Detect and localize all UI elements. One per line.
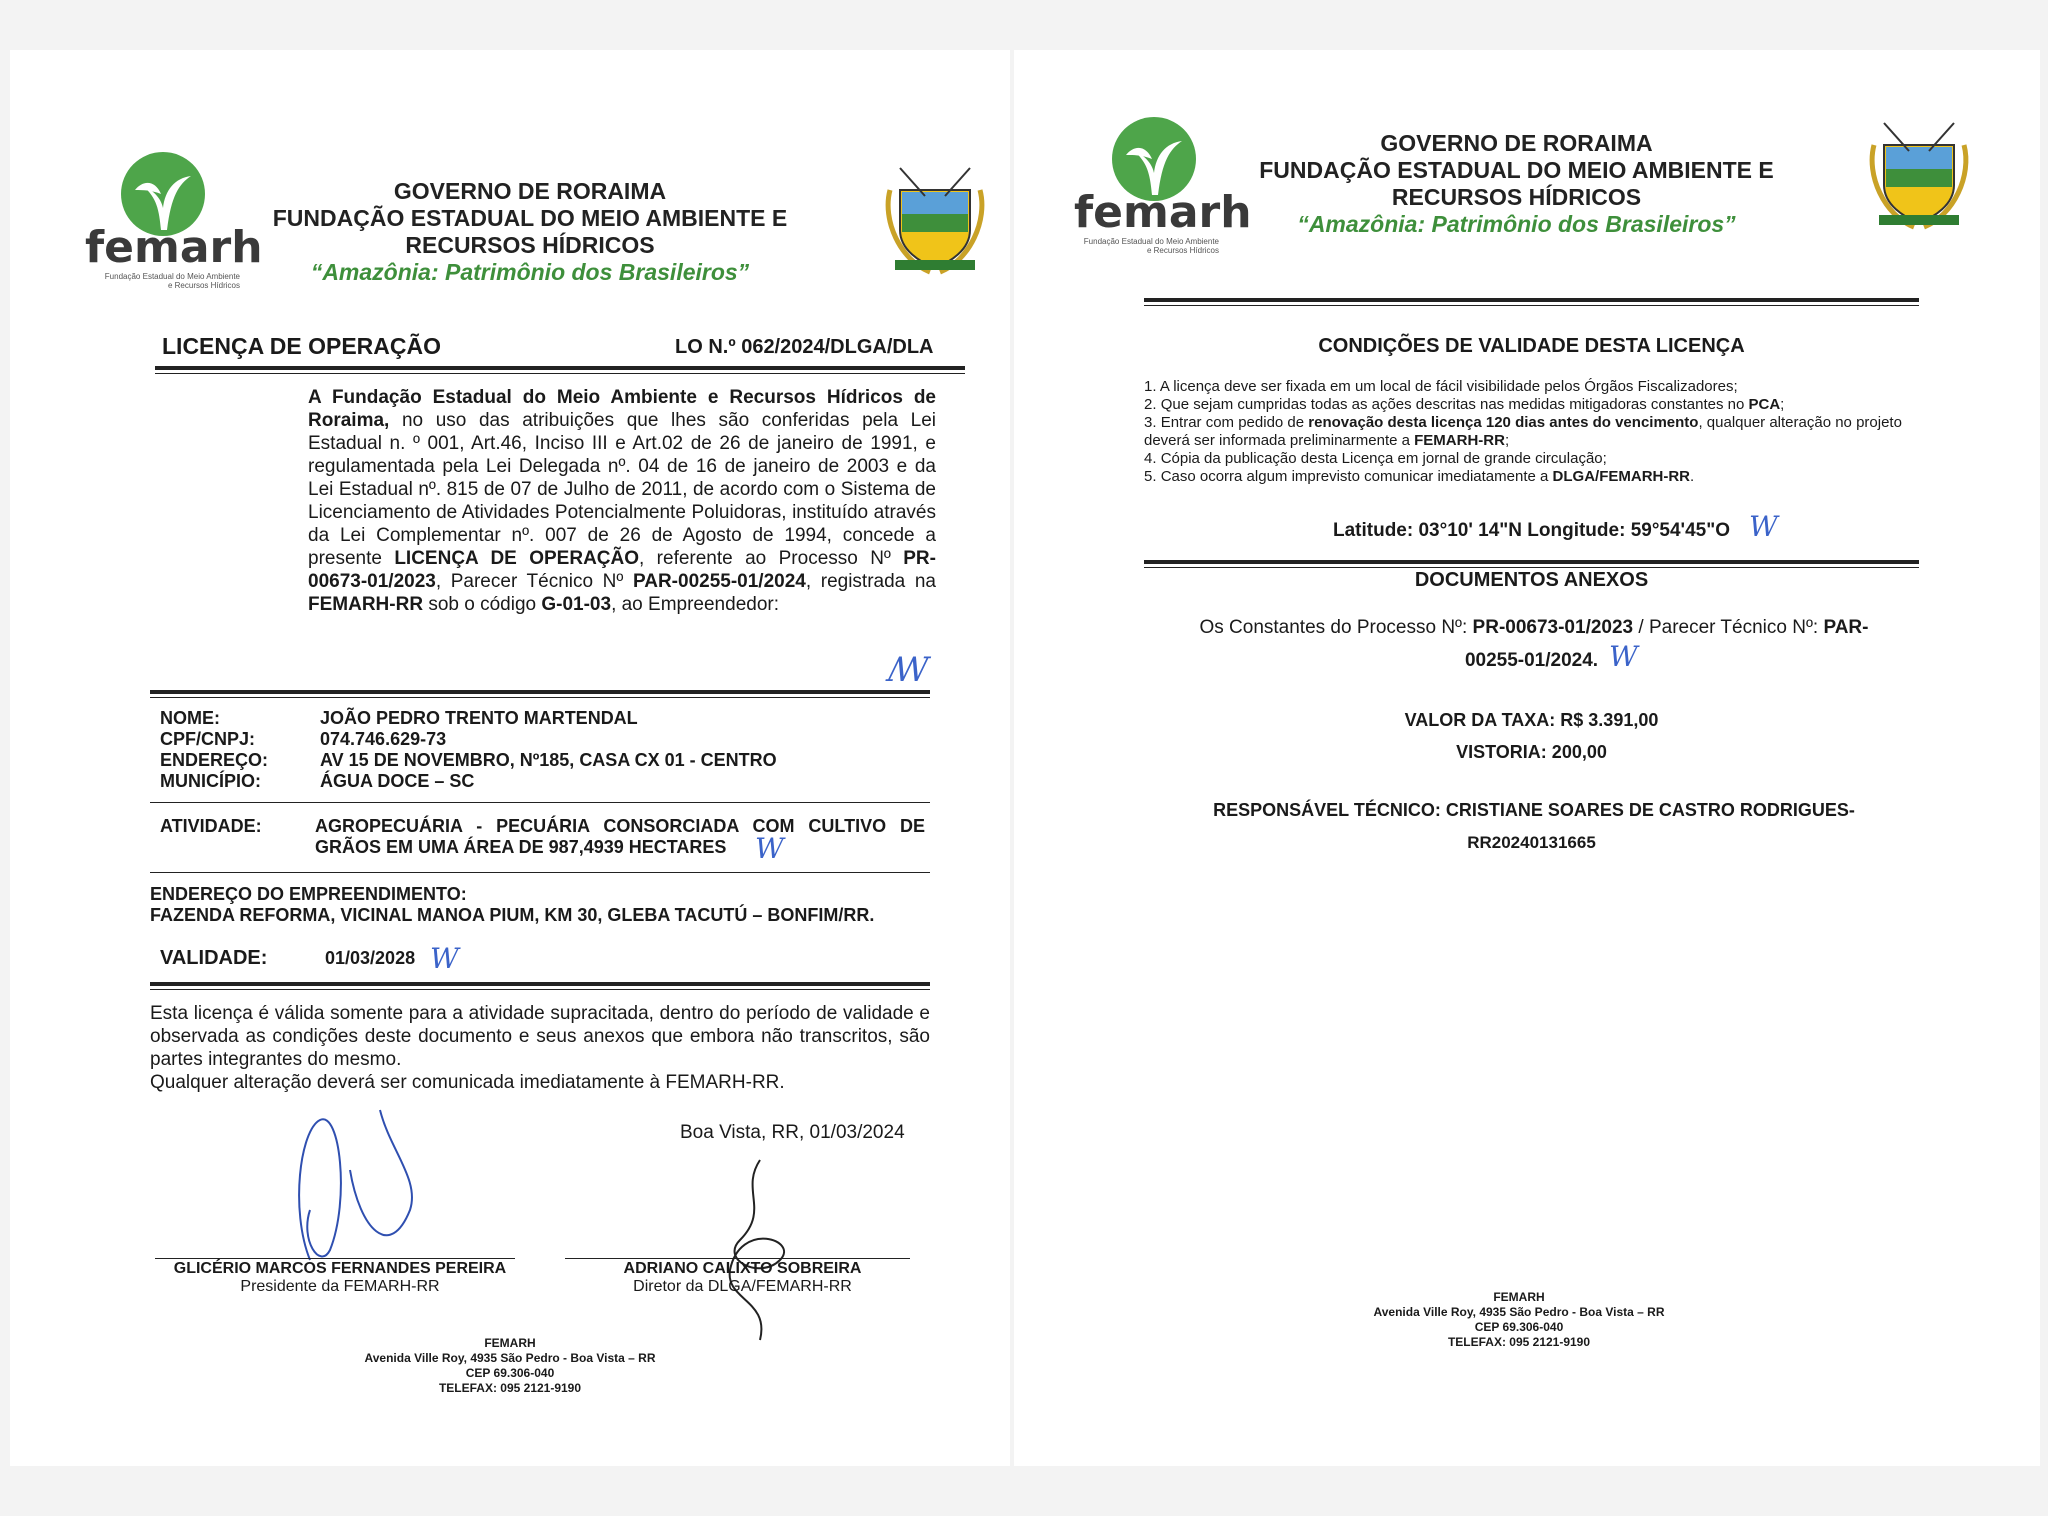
closing-paragraph	[150, 1002, 930, 1094]
logo-word: femarh	[1074, 187, 1252, 238]
initial-mark: ꟿ	[888, 650, 929, 690]
municipio-label: MUNICÍPIO:	[160, 771, 261, 791]
condition-item	[1144, 468, 1944, 486]
condition-text: Entrar com pedido de	[1160, 414, 1309, 431]
conditions-title: CONDIÇÕES DE VALIDADE DESTA LICENÇA	[1318, 335, 1745, 357]
intro-text-1: no uso das atribuições que lhes são conferidas pela Lei Estadual n. º 001, Art.46, Inciso III e Art.02 de 26 de janeiro de 1991, e regulamentada pela Lei Delegada nº. 04 de 16 de janeiro de 2003 e da Lei Estadual nº. 815 de 07 de Julho de 2011, de acordo com o Sistema de Licenciamento de Atividades Potencialmente Poluidoras, instituído através da Lei Complementar nº. 007 de 26 de Agosto de 1994, concede a presente	[308, 410, 936, 569]
place-date: Boa Vista, RR, 01/03/2024	[680, 1122, 905, 1143]
empreendimento-value: FAZENDA REFORMA, VICINAL MANOA PIUM, KM 30, GLEBA TACUTÚ – BONFIM/RR.	[150, 905, 875, 925]
condition-item	[1144, 414, 1944, 450]
annexes-title: DOCUMENTOS ANEXOS	[1414, 569, 1649, 591]
intro-bold-org: A Fundação Estadual do Meio Ambiente e Recursos Hídricos de Roraima,	[308, 387, 936, 431]
cpf-value: 074.746.629-73	[320, 729, 447, 749]
condition-number: 2.	[1144, 396, 1157, 413]
annexes-process-line	[1134, 617, 1934, 639]
motto: “Amazônia: Patrimônio dos Brasileiros”	[1297, 211, 1736, 237]
closing-text-2: Qualquer alteração deverá ser comunicada imediatamente à FEMARH-RR.	[150, 1072, 785, 1093]
footer-org: FEMARH	[484, 1336, 536, 1350]
footer-phone: TELEFAX: 095 2121-9190	[1447, 1335, 1591, 1349]
validity-row	[160, 948, 415, 969]
gov-line: GOVERNO DE RORAIMA	[393, 178, 667, 204]
activity-row	[160, 816, 935, 858]
footer-cep: CEP 69.306-040	[1474, 1320, 1564, 1334]
initial-mark-3: W	[430, 942, 459, 975]
signature-1	[270, 1090, 470, 1270]
endereco-value: AV 15 DE NOVEMBRO, Nº185, CASA CX 01 - CENTRO	[320, 750, 777, 770]
annex-prefix: Os Constantes do Processo Nº:	[1199, 617, 1473, 638]
cpf-label: CPF/CNPJ:	[160, 729, 256, 749]
foundation-line-1: FUNDAÇÃO ESTADUAL DO MEIO AMBIENTE E	[1259, 157, 1774, 183]
logo-subtitle-line-2: e Recursos Hídricos	[167, 281, 240, 290]
condition-tail: , qualquer alteração no projeto deverá ser informada preliminarmente a	[1144, 414, 1902, 449]
condition-text: Caso ocorra algum imprevisto comunicar imediatamente a	[1160, 468, 1553, 485]
condition-item	[1144, 396, 1944, 414]
footer-phone: TELEFAX: 095 2121-9190	[438, 1381, 582, 1395]
condition-item	[1144, 378, 1944, 396]
condition-number: 1.	[1144, 378, 1157, 395]
logo-subtitle-line-2: e Recursos Hídricos	[1146, 246, 1219, 255]
license-page-1	[10, 50, 1010, 1466]
validade-value: 01/03/2028	[325, 948, 416, 968]
signer-2-role: Diretor da DLGA/FEMARH-RR	[633, 1278, 852, 1295]
atividade-label: ATIVIDADE:	[160, 816, 262, 836]
signer-1-role: Presidente da FEMARH-RR	[240, 1278, 440, 1295]
intro-text-5: sob o código	[423, 594, 542, 615]
initial-mark-4: W	[1749, 510, 1778, 543]
motto: “Amazônia: Patrimônio dos Brasileiros”	[310, 259, 750, 285]
intro-text-4: , registrada na	[805, 571, 936, 592]
technical-registration: RR20240131665	[1467, 833, 1596, 852]
foundation-line-2: RECURSOS HÍDRICOS	[1391, 184, 1642, 210]
closing-text: Esta licença é válida somente para a atividade supracitada, dentro do período de validade e observada as condições deste documento e seus anexos que embora não transcritos, são partes integrantes do mesmo.	[150, 1003, 930, 1070]
gov-line: GOVERNO DE RORAIMA	[1380, 130, 1653, 156]
license-title: LICENÇA DE OPERAÇÃO	[162, 333, 441, 359]
atividade-value: AGROPECUÁRIA - PECUÁRIA CONSORCIADA COM CULTIVO DE GRÃOS EM UMA ÁREA DE 987,4939 HECTARES	[315, 816, 925, 857]
technical-responsible: RESPONSÁVEL TÉCNICO: CRISTIANE SOARES DE CASTRO RODRIGUES-	[1213, 800, 1855, 820]
logo-subtitle-line-1: Fundação Estadual do Meio Ambiente	[104, 272, 240, 281]
footer-address: Avenida Ville Roy, 4935 São Pedro - Boa Vista – RR	[1373, 1305, 1665, 1319]
validade-label: VALIDADE:	[160, 947, 268, 969]
endereco-label: ENDEREÇO:	[160, 750, 269, 770]
signer-2-name: ADRIANO CALIXTO SOBREIRA	[623, 1260, 862, 1277]
condition-item	[1144, 450, 1944, 468]
condition-text: A licença deve ser fixada em um local de fácil visibilidade pelos Órgãos Fiscalizadores;	[1159, 378, 1738, 395]
annex-process: PR-00673-01/2023	[1472, 617, 1634, 638]
condition-text: Que sejam cumpridas todas as ações descritas nas medidas mitigadoras constantes no	[1160, 396, 1749, 413]
footer-page-1	[310, 1336, 710, 1396]
annex-par: PAR-	[1823, 617, 1869, 638]
condition-bold: DLGA/FEMARH-RR	[1552, 468, 1691, 485]
empreendimento-label: ENDEREÇO DO EMPREENDIMENTO:	[150, 884, 467, 904]
initial-mark-2: W	[755, 832, 784, 865]
municipio-value: ÁGUA DOCE – SC	[320, 771, 475, 791]
annexes-par-line: 00255-01/2024.	[1464, 650, 1599, 671]
enterprise-address	[150, 884, 950, 926]
signer-1	[155, 1260, 525, 1296]
license-page-2	[1014, 50, 2040, 1466]
intro-bold-license: LICENÇA DE OPERAÇÃO	[394, 548, 640, 569]
condition-number: 4.	[1144, 450, 1157, 467]
annex-mid: / Parecer Técnico Nº:	[1633, 617, 1824, 638]
femarh-logo-2	[1059, 115, 1252, 238]
fee-value: VALOR DA TAXA: R$ 3.391,00	[1404, 710, 1659, 730]
intro-process-number: PR-00673-01/2023	[308, 548, 936, 592]
nome-label: NOME:	[160, 708, 220, 728]
header-block	[250, 178, 810, 286]
coat-of-arms-icon	[870, 150, 1000, 280]
intro-code: G-01-03	[541, 594, 612, 615]
coat-of-arms-icon	[1854, 105, 1984, 235]
condition-tail-2: ;	[1504, 432, 1510, 449]
logo-subtitle-2	[1029, 237, 1219, 255]
logo-subtitle-line-1: Fundação Estadual do Meio Ambiente	[1083, 237, 1219, 246]
intro-femarh: FEMARH-RR	[308, 594, 424, 615]
condition-number: 3.	[1144, 414, 1157, 431]
logo-word: femarh	[85, 222, 263, 273]
license-number: LO N.º 062/2024/DLGA/DLA	[675, 336, 934, 358]
logo-subtitle	[50, 272, 240, 290]
intro-text-6: , ao Empreendedor:	[611, 594, 780, 615]
initial-mark-5: W	[1609, 640, 1638, 673]
intro-text-2: , referente ao Processo Nº	[639, 548, 904, 569]
foundation-line-1: FUNDAÇÃO ESTADUAL DO MEIO AMBIENTE E	[272, 205, 788, 231]
footer-address: Avenida Ville Roy, 4935 São Pedro - Boa Vista – RR	[364, 1351, 656, 1365]
inspection-value: VISTORIA: 200,00	[1456, 742, 1607, 762]
coordinates: Latitude: 03°10' 14"N Longitude: 59°54'45"O	[1332, 520, 1730, 541]
signer-2	[565, 1260, 920, 1296]
nome-value: JOÃO PEDRO TRENTO MARTENDAL	[320, 708, 638, 728]
intro-technical-opinion: PAR-00255-01/2024	[632, 571, 806, 592]
femarh-logo	[55, 150, 263, 273]
foundation-line-2: RECURSOS HÍDRICOS	[405, 232, 655, 258]
footer-page-2	[1319, 1290, 1719, 1350]
intro-text-3: , Parecer Técnico Nº	[435, 571, 633, 592]
condition-number: 5.	[1144, 468, 1157, 485]
conditions-list	[1144, 378, 1944, 486]
condition-text: Cópia da publicação desta Licença em jornal de grande circulação;	[1160, 450, 1607, 467]
condition-tail: .	[1690, 468, 1695, 485]
footer-org: FEMARH	[1493, 1290, 1545, 1304]
header-block-2	[1224, 130, 1809, 238]
condition-bold: renovação desta licença 120 dias antes do vencimento	[1308, 414, 1699, 431]
footer-cep: CEP 69.306-040	[465, 1366, 555, 1380]
condition-bold: PCA	[1748, 396, 1781, 413]
applicant-fields	[160, 708, 920, 792]
condition-bold-2: FEMARH-RR	[1414, 432, 1505, 449]
condition-tail: ;	[1780, 396, 1785, 413]
signature-2	[700, 1150, 820, 1350]
signer-1-name: GLICÉRIO MARCOS FERNANDES PEREIRA	[173, 1260, 507, 1277]
intro-paragraph	[308, 386, 936, 616]
